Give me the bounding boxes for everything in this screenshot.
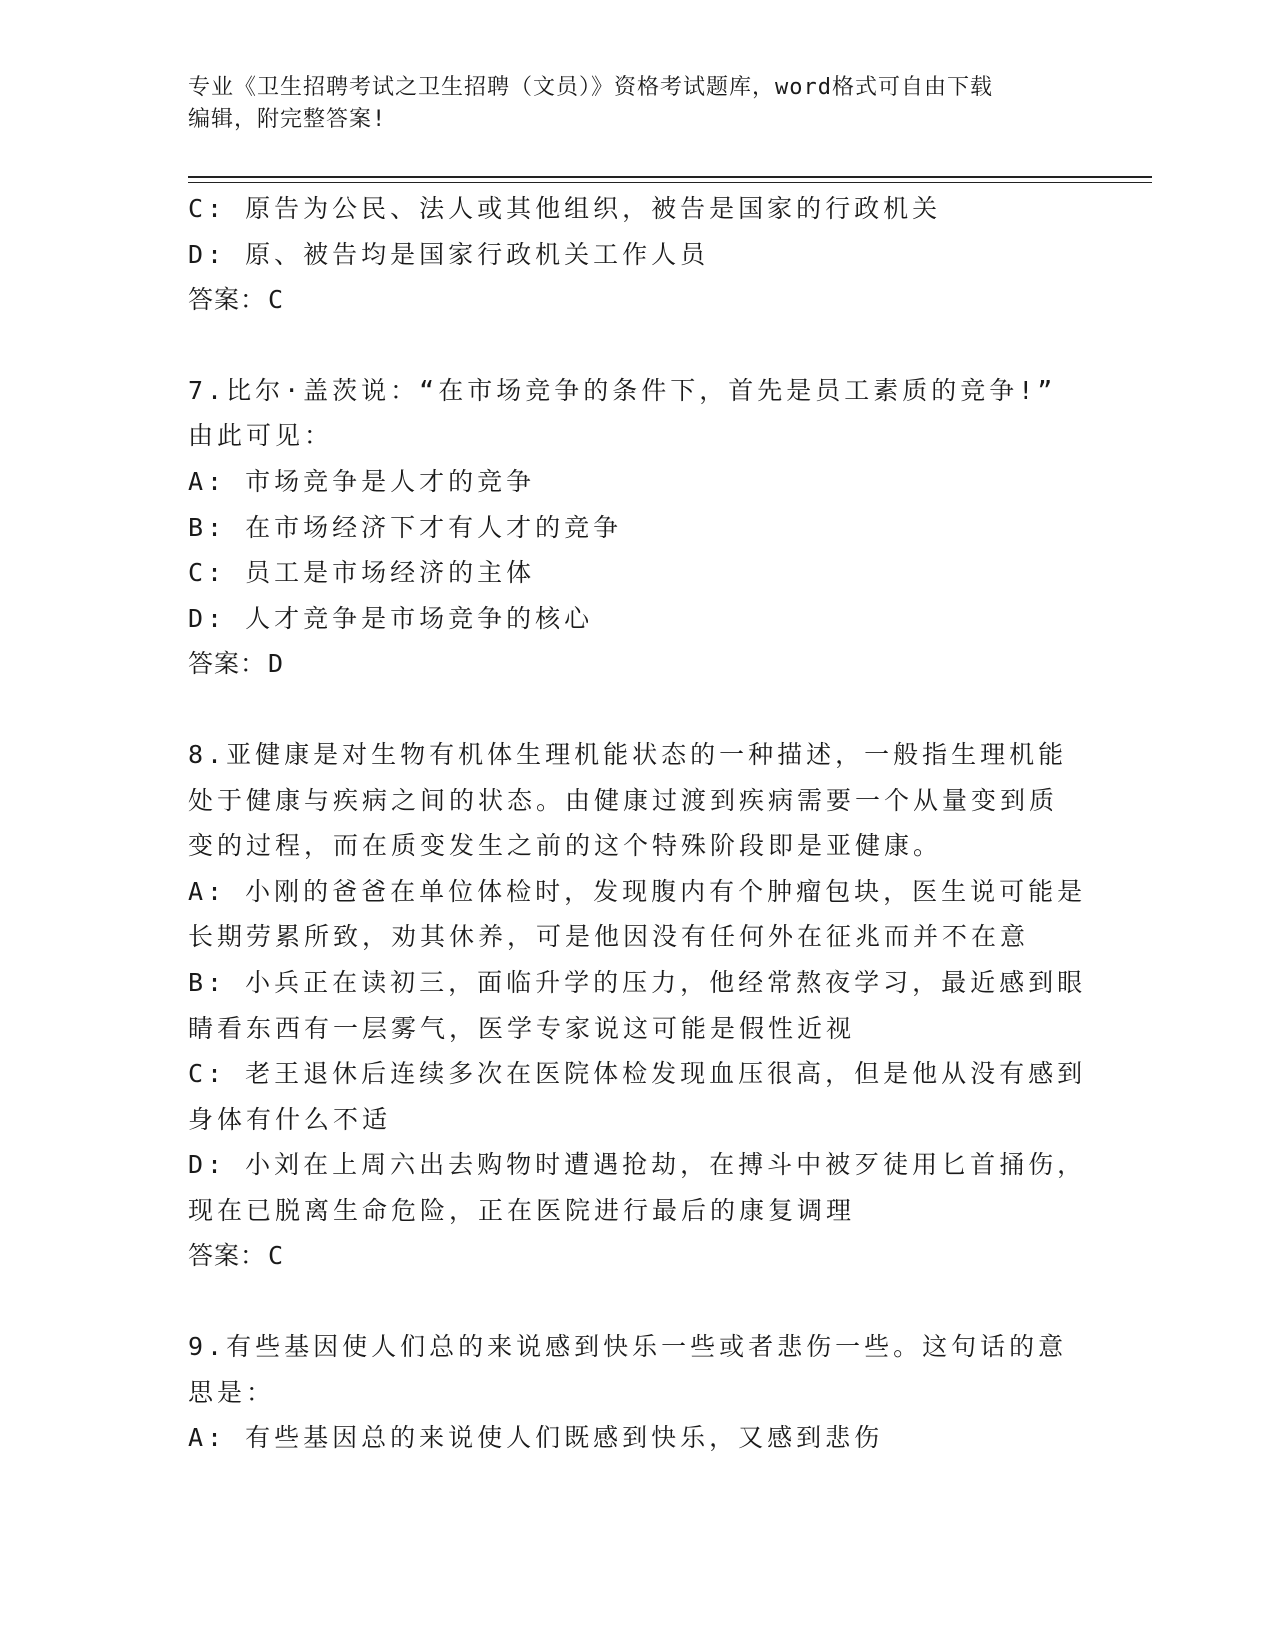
answer-line	[188, 1233, 1088, 1279]
option-d: D: 人才竞争是市场竞争的核心	[188, 603, 594, 633]
document-body	[188, 186, 1088, 1461]
option-c: C: 原告为公民、法人或其他组织，被告是国家的行政机关	[188, 194, 942, 223]
header-line-1: 专业《卫生招聘考试之卫生招聘（文员）》资格考试题库，word格式可自由下载	[188, 75, 993, 100]
question-stem: 由此可见：	[188, 421, 334, 451]
document-header	[188, 72, 1088, 136]
question-stem: 思是：	[188, 1377, 276, 1407]
question-stem: 处于健康与疾病之间的状态。由健康过渡到疾病需要一个从量变到质	[188, 785, 1059, 815]
answer-label: 答案：	[188, 1241, 267, 1271]
question-stem: 9.有些基因使人们总的来说感到快乐一些或者悲伤一些。这句话的意	[188, 1332, 1068, 1362]
header-rule-thin	[188, 182, 1152, 183]
header-line-2: 编辑，附完整答案!	[188, 107, 387, 132]
answer-label: 答案：	[188, 285, 267, 315]
option-c-cont: 身体有什么不适	[188, 1104, 392, 1134]
question-stem: 7.比尔·盖茨说：“在市场竞争的条件下，首先是员工素质的竞争!”	[188, 375, 1057, 405]
answer-line	[188, 277, 1088, 323]
question-9	[188, 1324, 1088, 1461]
option-c: C: 老王退休后连续多次在医院体检发现血压很高，但是他从没有感到	[188, 1059, 1087, 1089]
answer-line	[188, 641, 1088, 687]
option-d: D: 原、被告均是国家行政机关工作人员	[188, 239, 710, 269]
answer-value: C	[268, 285, 285, 315]
answer-value: C	[268, 1241, 285, 1271]
answer-value: D	[268, 649, 285, 679]
question-stem: 8.亚健康是对生物有机体生理机能状态的一种描述，一般指生理机能	[188, 739, 1068, 769]
option-a: A: 小刚的爸爸在单位体检时，发现腹内有个肿瘤包块，医生说可能是	[188, 876, 1087, 906]
option-d: D: 小刘在上周六出去购物时遭遇抢劫，在搏斗中被歹徒用匕首捅伤，	[188, 1150, 1087, 1180]
question-stem: 变的过程，而在质变发生之前的这个特殊阶段即是亚健康。	[188, 831, 943, 861]
option-a-cont: 长期劳累所致，劝其休养，可是他因没有任何外在征兆而并不在意	[188, 922, 1030, 952]
option-d-cont: 现在已脱离生命危险，正在医院进行最后的康复调理	[188, 1195, 856, 1225]
option-b-cont: 睛看东西有一层雾气，医学专家说这可能是假性近视	[188, 1013, 856, 1043]
option-a: A: 市场竞争是人才的竞争	[188, 466, 536, 496]
question-7	[188, 368, 1088, 687]
header-rule-thick	[188, 176, 1152, 178]
answer-label: 答案：	[188, 649, 267, 679]
question-6-tail	[188, 186, 1088, 323]
option-a: A: 有些基因总的来说使人们既感到快乐，又感到悲伤	[188, 1423, 884, 1453]
option-b: B: 小兵正在读初三，面临升学的压力，他经常熬夜学习，最近感到眼	[188, 967, 1087, 997]
question-8	[188, 732, 1088, 1279]
option-c: C: 员工是市场经济的主体	[188, 558, 536, 588]
option-b: B: 在市场经济下才有人才的竞争	[188, 512, 623, 542]
